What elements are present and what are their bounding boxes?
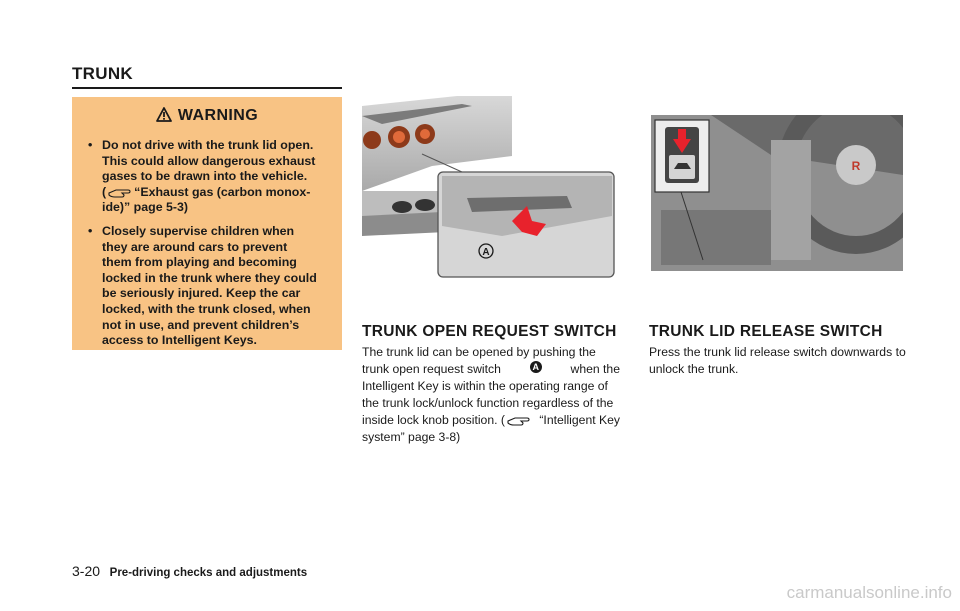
paren: ( <box>102 184 107 199</box>
body-line <box>362 361 620 378</box>
pointing-hand-icon <box>108 187 132 198</box>
section-divider <box>72 87 342 89</box>
warning-text-line: access to Intelligent Keys. <box>102 333 257 348</box>
body-text-part: inside lock knob position. ( <box>362 413 505 427</box>
trunk-lid-release-illustration <box>651 115 903 271</box>
section-title: TRUNK <box>72 64 133 83</box>
car-rear-drawing <box>362 96 620 286</box>
callout-a-label: A <box>482 247 490 258</box>
body-line: The trunk lid can be opened by pushing the <box>362 345 596 359</box>
body-line: the trunk lock/unlock function regardless of the <box>362 396 614 410</box>
warning-box <box>72 97 342 350</box>
warning-text-line: not in use, and prevent children’s <box>102 317 300 332</box>
warning-text-line: gases to be drawn into the vehicle. <box>102 169 308 184</box>
warning-triangle-icon <box>156 107 172 122</box>
body-reference[interactable] <box>362 412 620 429</box>
trunk-release-switch-heading: TRUNK LID RELEASE SWITCH <box>649 323 883 340</box>
svg-text:R: R <box>851 159 861 173</box>
body-line: Intelligent Key is within the operating range of <box>362 379 608 393</box>
trunk-open-switch-illustration <box>362 96 620 286</box>
warning-text-line: Do not drive with the trunk lid open. <box>102 138 314 152</box>
warning-text-line: Closely supervise children when <box>102 224 295 238</box>
warning-text-line: ide)” page 5-3) <box>102 200 189 215</box>
warning-item-exhaust <box>88 138 334 216</box>
page-footer <box>72 563 307 579</box>
body-text-part: trunk open request switch <box>362 362 501 376</box>
warning-title: WARNING <box>177 107 259 124</box>
footer-title: Pre-driving checks and adjustments <box>109 567 308 579</box>
body-line: Press the trunk lid release switch downwards to <box>649 345 906 359</box>
callout-a-marker: A <box>530 361 542 373</box>
warning-text-line: be seriously injured. Keep the car <box>102 286 301 301</box>
warning-reference[interactable] <box>102 185 334 201</box>
warning-heading <box>72 107 342 125</box>
trunk-release-switch-body <box>649 344 907 378</box>
warning-text-line: locked in the trunk where they could <box>102 270 317 285</box>
page-number: 3-20 <box>72 563 101 579</box>
pointing-hand-icon <box>507 415 531 426</box>
dashboard-drawing <box>651 115 903 271</box>
warning-item-children <box>88 224 334 349</box>
body-text-part: “Intelligent Key <box>539 413 620 427</box>
reference-text: “Exhaust gas (carbon monox- <box>134 184 311 199</box>
trunk-open-switch-body <box>362 344 620 446</box>
watermark-text: carmanualsonline.info <box>786 583 952 602</box>
body-text-part: when the <box>570 362 620 376</box>
body-line: unlock the trunk. <box>649 362 739 376</box>
body-line: system” page 3-8) <box>362 430 461 444</box>
warning-text-line: This could allow dangerous exhaust <box>102 153 316 168</box>
trunk-open-switch-heading: TRUNK OPEN REQUEST SWITCH <box>362 323 617 340</box>
warning-text-line: locked, with the trunk closed, when <box>102 301 311 316</box>
warning-text-line: them from playing and becoming <box>102 255 297 270</box>
bullet: • <box>88 138 93 152</box>
warning-text-line: they are around cars to prevent <box>102 239 288 254</box>
bullet: • <box>88 224 93 238</box>
body-text-part <box>362 412 533 429</box>
